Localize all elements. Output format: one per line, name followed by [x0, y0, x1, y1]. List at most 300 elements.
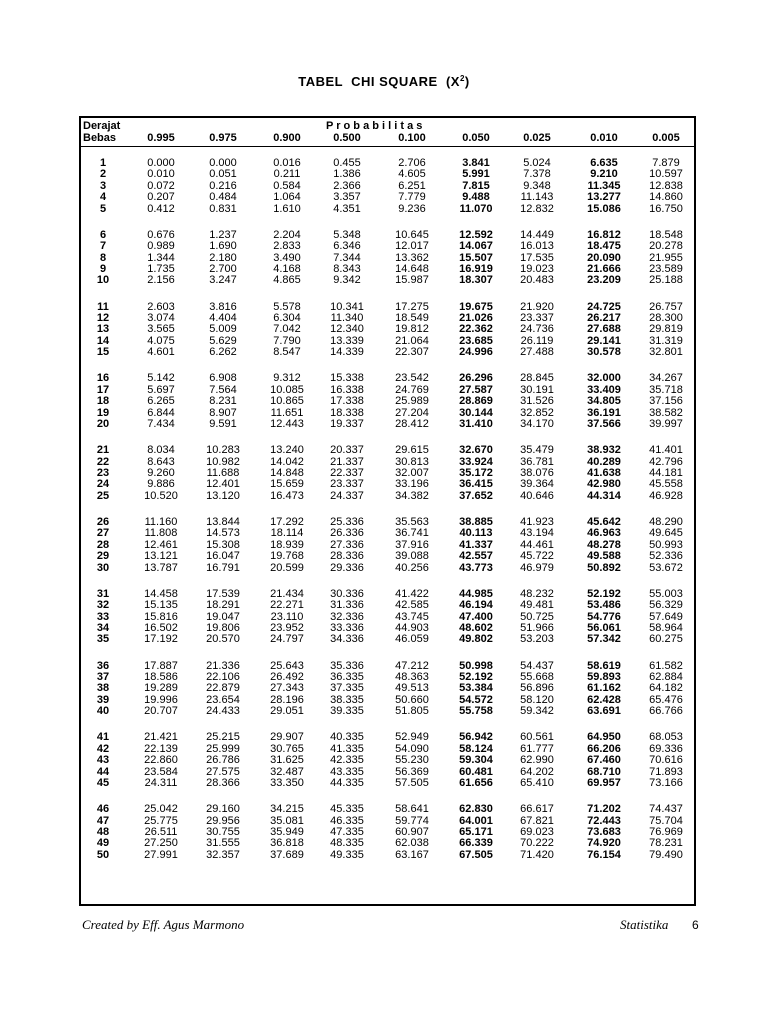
value-cell: 42.557 — [459, 550, 493, 563]
value-cell: 65.171 — [459, 826, 493, 838]
value-cell: 19.806 — [206, 622, 240, 634]
value-cell: 55.668 — [520, 671, 554, 683]
value-cell: 42.980 — [587, 478, 621, 491]
value-cell: 29.819 — [649, 323, 683, 336]
value-cell: 3.565 — [147, 323, 175, 336]
value-cell: 71.202 — [587, 803, 621, 816]
value-cell: 45.642 — [587, 516, 621, 528]
value-cell: 23.685 — [459, 334, 493, 347]
value-cell: 30.144 — [459, 406, 493, 419]
value-cell: 2.700 — [209, 263, 237, 275]
value-cell: 12.461 — [144, 538, 178, 551]
value-cell: 0.072 — [147, 179, 175, 192]
value-cell: 3.357 — [333, 191, 361, 204]
value-cell: 0.584 — [273, 179, 301, 192]
value-cell: 17.275 — [395, 300, 429, 313]
header-col-1: 0.975 — [209, 132, 237, 144]
value-cell: 3.816 — [209, 300, 237, 313]
value-cell: 63.691 — [587, 705, 621, 718]
value-cell: 37.335 — [330, 682, 364, 695]
value-cell: 7.790 — [273, 334, 301, 347]
value-cell: 46.963 — [587, 527, 621, 540]
value-cell: 68.053 — [649, 731, 683, 744]
df-cell: 39 — [96, 693, 110, 706]
value-cell: 28.336 — [330, 550, 364, 563]
value-cell: 23.110 — [270, 610, 304, 623]
value-cell: 41.337 — [459, 538, 493, 551]
value-cell: 21.336 — [206, 659, 240, 672]
value-cell: 5.009 — [209, 323, 237, 336]
value-cell: 61.162 — [587, 682, 621, 695]
df-cell: 21 — [96, 444, 110, 457]
df-cell: 40 — [96, 705, 110, 718]
value-cell: 59.893 — [587, 671, 621, 683]
footer-credit: Created by Eff. Agus Marmono — [82, 917, 245, 932]
value-cell: 25.989 — [395, 395, 429, 408]
value-cell: 62.830 — [459, 803, 493, 816]
value-cell: 35.081 — [270, 814, 304, 827]
value-cell: 32.487 — [270, 765, 304, 778]
value-cell: 16.791 — [206, 561, 240, 574]
value-cell: 15.816 — [144, 610, 178, 623]
value-cell: 27.343 — [270, 682, 304, 695]
value-cell: 5.578 — [273, 300, 301, 313]
value-cell: 6.304 — [273, 312, 301, 324]
value-cell: 45.558 — [649, 478, 683, 491]
value-cell: 34.215 — [270, 803, 304, 816]
df-cell: 25 — [96, 489, 110, 502]
value-cell: 18.338 — [330, 406, 364, 419]
value-cell: 10.341 — [330, 300, 364, 313]
value-cell: 7.042 — [273, 323, 301, 336]
value-cell: 13.277 — [587, 191, 621, 204]
value-cell: 64.182 — [649, 682, 683, 695]
value-cell: 6.844 — [147, 406, 175, 419]
value-cell: 46.979 — [520, 561, 554, 574]
value-cell: 14.067 — [459, 240, 493, 253]
value-cell: 47.212 — [395, 659, 429, 672]
df-cell: 32 — [96, 599, 110, 612]
value-cell: 5.991 — [462, 168, 490, 181]
value-cell: 19.047 — [206, 610, 240, 623]
df-cell: 23 — [96, 467, 110, 479]
value-cell: 69.336 — [649, 742, 683, 755]
value-cell: 78.231 — [649, 837, 683, 850]
value-cell: 7.815 — [462, 179, 490, 192]
value-cell: 43.773 — [459, 561, 493, 574]
value-cell: 57.649 — [649, 610, 683, 623]
value-cell: 69.957 — [587, 777, 621, 789]
value-cell: 62.038 — [395, 837, 429, 850]
value-cell: 39.335 — [330, 705, 364, 718]
value-cell: 66.339 — [459, 837, 493, 850]
df-cell: 50 — [96, 848, 110, 861]
value-cell: 20.483 — [520, 274, 554, 287]
value-cell: 4.601 — [147, 346, 175, 359]
value-cell: 64.001 — [459, 814, 493, 827]
df-cell: 17 — [96, 383, 110, 396]
value-cell: 56.369 — [395, 765, 429, 778]
value-cell: 26.217 — [587, 312, 621, 324]
df-cell: 12 — [96, 312, 110, 324]
value-cell: 50.998 — [459, 659, 493, 672]
value-cell: 0.000 — [147, 157, 175, 169]
value-cell: 64.202 — [520, 765, 554, 778]
value-cell: 17.192 — [144, 633, 178, 646]
value-cell: 1.064 — [273, 191, 301, 204]
value-cell: 33.336 — [330, 622, 364, 634]
value-cell: 49.481 — [520, 599, 554, 612]
value-cell: 14.860 — [649, 191, 683, 204]
value-cell: 48.232 — [520, 587, 554, 600]
value-cell: 22.307 — [395, 346, 429, 359]
value-cell: 58.120 — [520, 693, 554, 706]
value-cell: 33.196 — [395, 478, 429, 491]
value-cell: 44.335 — [330, 777, 364, 789]
value-cell: 10.597 — [649, 168, 683, 181]
value-cell: 17.887 — [144, 659, 178, 672]
value-cell: 30.813 — [395, 455, 429, 468]
value-cell: 50.725 — [520, 610, 554, 623]
value-cell: 21.421 — [144, 731, 178, 744]
value-cell: 8.907 — [209, 406, 237, 419]
value-cell: 20.278 — [649, 240, 683, 253]
value-cell: 21.955 — [649, 251, 683, 264]
value-cell: 9.210 — [590, 168, 618, 181]
value-cell: 0.831 — [209, 202, 237, 215]
value-cell: 50.660 — [395, 693, 429, 706]
value-cell: 5.697 — [147, 383, 175, 396]
value-cell: 18.291 — [206, 599, 240, 612]
value-cell: 47.335 — [330, 826, 364, 838]
value-cell: 44.314 — [587, 489, 621, 502]
value-cell: 57.505 — [395, 777, 429, 789]
value-cell: 3.490 — [273, 251, 301, 264]
value-cell: 3.841 — [462, 157, 490, 169]
value-cell: 57.342 — [587, 633, 621, 646]
value-cell: 9.488 — [462, 191, 490, 204]
value-cell: 60.481 — [459, 765, 493, 778]
value-cell: 28.869 — [459, 395, 493, 408]
value-cell: 6.346 — [333, 240, 361, 253]
value-cell: 30.336 — [330, 587, 364, 600]
header-col-7: 0.010 — [590, 132, 618, 144]
df-cell: 7 — [99, 240, 107, 253]
value-cell: 44.985 — [459, 587, 493, 600]
value-cell: 59.342 — [520, 705, 554, 718]
header-bebas: Bebas — [83, 132, 117, 144]
value-cell: 61.582 — [649, 659, 683, 672]
value-cell: 37.689 — [270, 848, 304, 861]
value-cell: 0.211 — [273, 168, 301, 181]
df-cell: 1 — [99, 157, 107, 169]
value-cell: 5.024 — [523, 157, 551, 169]
value-cell: 70.616 — [649, 754, 683, 767]
value-cell: 42.585 — [395, 599, 429, 612]
value-cell: 0.207 — [147, 191, 175, 204]
value-cell: 39.997 — [649, 418, 683, 430]
value-cell: 27.991 — [144, 848, 178, 861]
value-cell: 27.250 — [144, 837, 178, 850]
value-cell: 43.335 — [330, 765, 364, 778]
value-cell: 9.312 — [273, 372, 301, 385]
value-cell: 28.300 — [649, 312, 683, 324]
df-cell: 43 — [96, 754, 110, 767]
value-cell: 10.520 — [144, 489, 178, 502]
value-cell: 25.336 — [330, 516, 364, 528]
value-cell: 48.363 — [395, 671, 429, 683]
value-cell: 39.088 — [395, 550, 429, 563]
value-cell: 46.335 — [330, 814, 364, 827]
value-cell: 12.832 — [520, 202, 554, 215]
value-cell: 29.160 — [206, 803, 240, 816]
value-cell: 11.808 — [144, 527, 178, 540]
df-cell: 35 — [96, 633, 110, 646]
df-cell: 37 — [96, 671, 110, 683]
value-cell: 71.893 — [649, 765, 683, 778]
chi-square-table — [79, 116, 696, 906]
value-cell: 16.047 — [206, 550, 240, 563]
value-cell: 34.336 — [330, 633, 364, 646]
value-cell: 7.344 — [333, 251, 361, 264]
value-cell: 28.845 — [520, 372, 554, 385]
value-cell: 26.119 — [520, 334, 554, 347]
value-cell: 21.434 — [270, 587, 304, 600]
value-cell: 28.412 — [395, 418, 429, 430]
value-cell: 7.779 — [398, 191, 426, 204]
value-cell: 1.237 — [209, 228, 237, 241]
value-cell: 75.704 — [649, 814, 683, 827]
value-cell: 20.707 — [144, 705, 178, 718]
value-cell: 9.886 — [147, 478, 175, 491]
df-cell: 11 — [97, 300, 109, 313]
value-cell: 6.262 — [209, 346, 237, 359]
value-cell: 32.007 — [395, 467, 429, 479]
value-cell: 44.181 — [649, 467, 683, 479]
header-col-5: 0.050 — [462, 132, 490, 144]
value-cell: 23.337 — [520, 312, 554, 324]
value-cell: 73.166 — [649, 777, 683, 789]
value-cell: 24.433 — [206, 705, 240, 718]
value-cell: 27.488 — [520, 346, 554, 359]
value-cell: 27.575 — [206, 765, 240, 778]
value-cell: 36.191 — [587, 406, 621, 419]
value-cell: 62.428 — [587, 693, 621, 706]
value-cell: 66.766 — [649, 705, 683, 718]
value-cell: 24.996 — [459, 346, 493, 359]
value-cell: 8.034 — [147, 444, 175, 457]
value-cell: 34.267 — [649, 372, 683, 385]
value-cell: 32.357 — [206, 848, 240, 861]
value-cell: 20.570 — [206, 633, 240, 646]
value-cell: 76.154 — [587, 848, 621, 861]
value-cell: 68.710 — [587, 765, 621, 778]
value-cell: 7.564 — [209, 383, 237, 396]
value-cell: 41.401 — [649, 444, 683, 457]
value-cell: 66.617 — [520, 803, 554, 816]
value-cell: 0.989 — [147, 240, 175, 253]
value-cell: 52.336 — [649, 550, 683, 563]
value-cell: 10.645 — [395, 228, 429, 241]
value-cell: 27.688 — [587, 323, 621, 336]
value-cell: 26.296 — [459, 372, 493, 385]
value-cell: 23.952 — [270, 622, 304, 634]
value-cell: 4.404 — [209, 312, 237, 324]
value-cell: 7.378 — [523, 168, 551, 181]
value-cell: 10.982 — [206, 455, 240, 468]
value-cell: 60.907 — [395, 826, 429, 838]
value-cell: 50.993 — [649, 538, 683, 551]
value-cell: 21.026 — [459, 312, 493, 324]
value-cell: 18.307 — [459, 274, 493, 287]
value-cell: 35.563 — [395, 516, 429, 528]
df-cell: 14 — [96, 334, 110, 347]
value-cell: 38.076 — [520, 467, 554, 479]
value-cell: 58.964 — [649, 622, 683, 634]
value-cell: 32.336 — [330, 610, 364, 623]
value-cell: 18.939 — [270, 538, 304, 551]
value-cell: 44.461 — [520, 538, 554, 551]
value-cell: 23.589 — [649, 263, 683, 275]
df-cell: 33 — [96, 610, 110, 623]
value-cell: 12.401 — [206, 478, 240, 491]
value-cell: 49.335 — [330, 848, 364, 861]
value-cell: 69.023 — [520, 826, 554, 838]
value-cell: 41.638 — [587, 467, 621, 479]
value-cell: 15.135 — [144, 599, 178, 612]
value-cell: 19.996 — [144, 693, 178, 706]
value-cell: 26.336 — [330, 527, 364, 540]
value-cell: 35.479 — [520, 444, 554, 457]
value-cell: 62.884 — [649, 671, 683, 683]
value-cell: 36.415 — [459, 478, 493, 491]
value-cell: 54.437 — [520, 659, 554, 672]
value-cell: 58.619 — [587, 659, 621, 672]
value-cell: 61.777 — [520, 742, 554, 755]
value-cell: 34.805 — [587, 395, 621, 408]
value-cell: 2.833 — [273, 240, 301, 253]
value-cell: 73.683 — [587, 826, 621, 838]
header-col-8: 0.005 — [652, 132, 680, 144]
value-cell: 10.865 — [270, 395, 304, 408]
value-cell: 30.578 — [587, 346, 621, 359]
value-cell: 37.652 — [459, 489, 493, 502]
value-cell: 63.167 — [395, 848, 429, 861]
value-cell: 1.690 — [209, 240, 237, 253]
value-cell: 4.351 — [333, 202, 361, 215]
df-cell: 15 — [96, 346, 110, 359]
value-cell: 29.141 — [587, 334, 621, 347]
value-cell: 23.337 — [330, 478, 364, 491]
value-cell: 42.335 — [330, 754, 364, 767]
df-cell: 9 — [99, 263, 107, 275]
value-cell: 26.511 — [144, 826, 178, 838]
value-cell: 22.271 — [270, 599, 304, 612]
df-cell: 36 — [96, 659, 110, 672]
value-cell: 21.920 — [520, 300, 554, 313]
value-cell: 71.420 — [520, 848, 554, 861]
value-cell: 2.603 — [147, 300, 175, 313]
value-cell: 48.290 — [649, 516, 683, 528]
value-cell: 6.908 — [209, 372, 237, 385]
value-cell: 14.648 — [395, 263, 429, 275]
value-cell: 22.879 — [206, 682, 240, 695]
value-cell: 7.879 — [652, 157, 680, 169]
value-cell: 65.410 — [520, 777, 554, 789]
value-cell: 49.588 — [587, 550, 621, 563]
value-cell: 21.337 — [330, 455, 364, 468]
value-cell: 4.865 — [273, 274, 301, 287]
value-cell: 35.949 — [270, 826, 304, 838]
value-cell: 56.061 — [587, 622, 621, 634]
value-cell: 40.289 — [587, 455, 621, 468]
value-cell: 15.507 — [459, 251, 493, 264]
page-title — [0, 74, 768, 89]
value-cell: 76.969 — [649, 826, 683, 838]
value-cell: 12.017 — [395, 240, 429, 253]
value-cell: 12.340 — [330, 323, 364, 336]
value-cell: 53.384 — [459, 682, 493, 695]
value-cell: 14.339 — [330, 346, 364, 359]
value-cell: 30.755 — [206, 826, 240, 838]
value-cell: 24.725 — [587, 300, 621, 313]
value-cell: 26.757 — [649, 300, 683, 313]
value-cell: 18.114 — [270, 527, 304, 540]
value-cell: 12.592 — [459, 228, 493, 241]
value-cell: 56.329 — [649, 599, 683, 612]
value-cell: 1.386 — [333, 168, 361, 181]
value-cell: 16.473 — [270, 489, 304, 502]
value-cell: 11.651 — [270, 406, 304, 419]
value-cell: 45.722 — [520, 550, 554, 563]
df-cell: 22 — [96, 455, 110, 468]
value-cell: 55.003 — [649, 587, 683, 600]
value-cell: 13.787 — [144, 561, 178, 574]
value-cell: 9.236 — [398, 202, 426, 215]
value-cell: 24.736 — [520, 323, 554, 336]
value-cell: 13.844 — [206, 516, 240, 528]
value-cell: 45.335 — [330, 803, 364, 816]
df-cell: 41 — [96, 731, 110, 744]
value-cell: 52.192 — [587, 587, 621, 600]
value-cell: 31.336 — [330, 599, 364, 612]
value-cell: 31.410 — [459, 418, 493, 430]
value-cell: 23.654 — [206, 693, 240, 706]
value-cell: 40.335 — [330, 731, 364, 744]
value-cell: 18.586 — [144, 671, 178, 683]
value-cell: 21.064 — [395, 334, 429, 347]
value-cell: 17.535 — [520, 251, 554, 264]
value-cell: 4.168 — [273, 263, 301, 275]
df-cell: 6 — [99, 228, 107, 241]
value-cell: 22.106 — [206, 671, 240, 683]
value-cell: 16.013 — [520, 240, 554, 253]
value-cell: 19.768 — [270, 550, 304, 563]
header-col-2: 0.900 — [273, 132, 301, 144]
value-cell: 8.231 — [209, 395, 237, 408]
df-cell: 45 — [96, 777, 110, 789]
value-cell: 48.278 — [587, 538, 621, 551]
header-derajat: Derajat — [83, 120, 121, 132]
value-cell: 21.666 — [587, 263, 621, 275]
value-cell: 6.635 — [590, 157, 618, 169]
df-cell: 31 — [96, 587, 110, 600]
value-cell: 38.885 — [459, 516, 493, 528]
value-cell: 29.956 — [206, 814, 240, 827]
value-cell: 38.932 — [587, 444, 621, 457]
value-cell: 20.599 — [270, 561, 304, 574]
value-cell: 60.275 — [649, 633, 683, 646]
